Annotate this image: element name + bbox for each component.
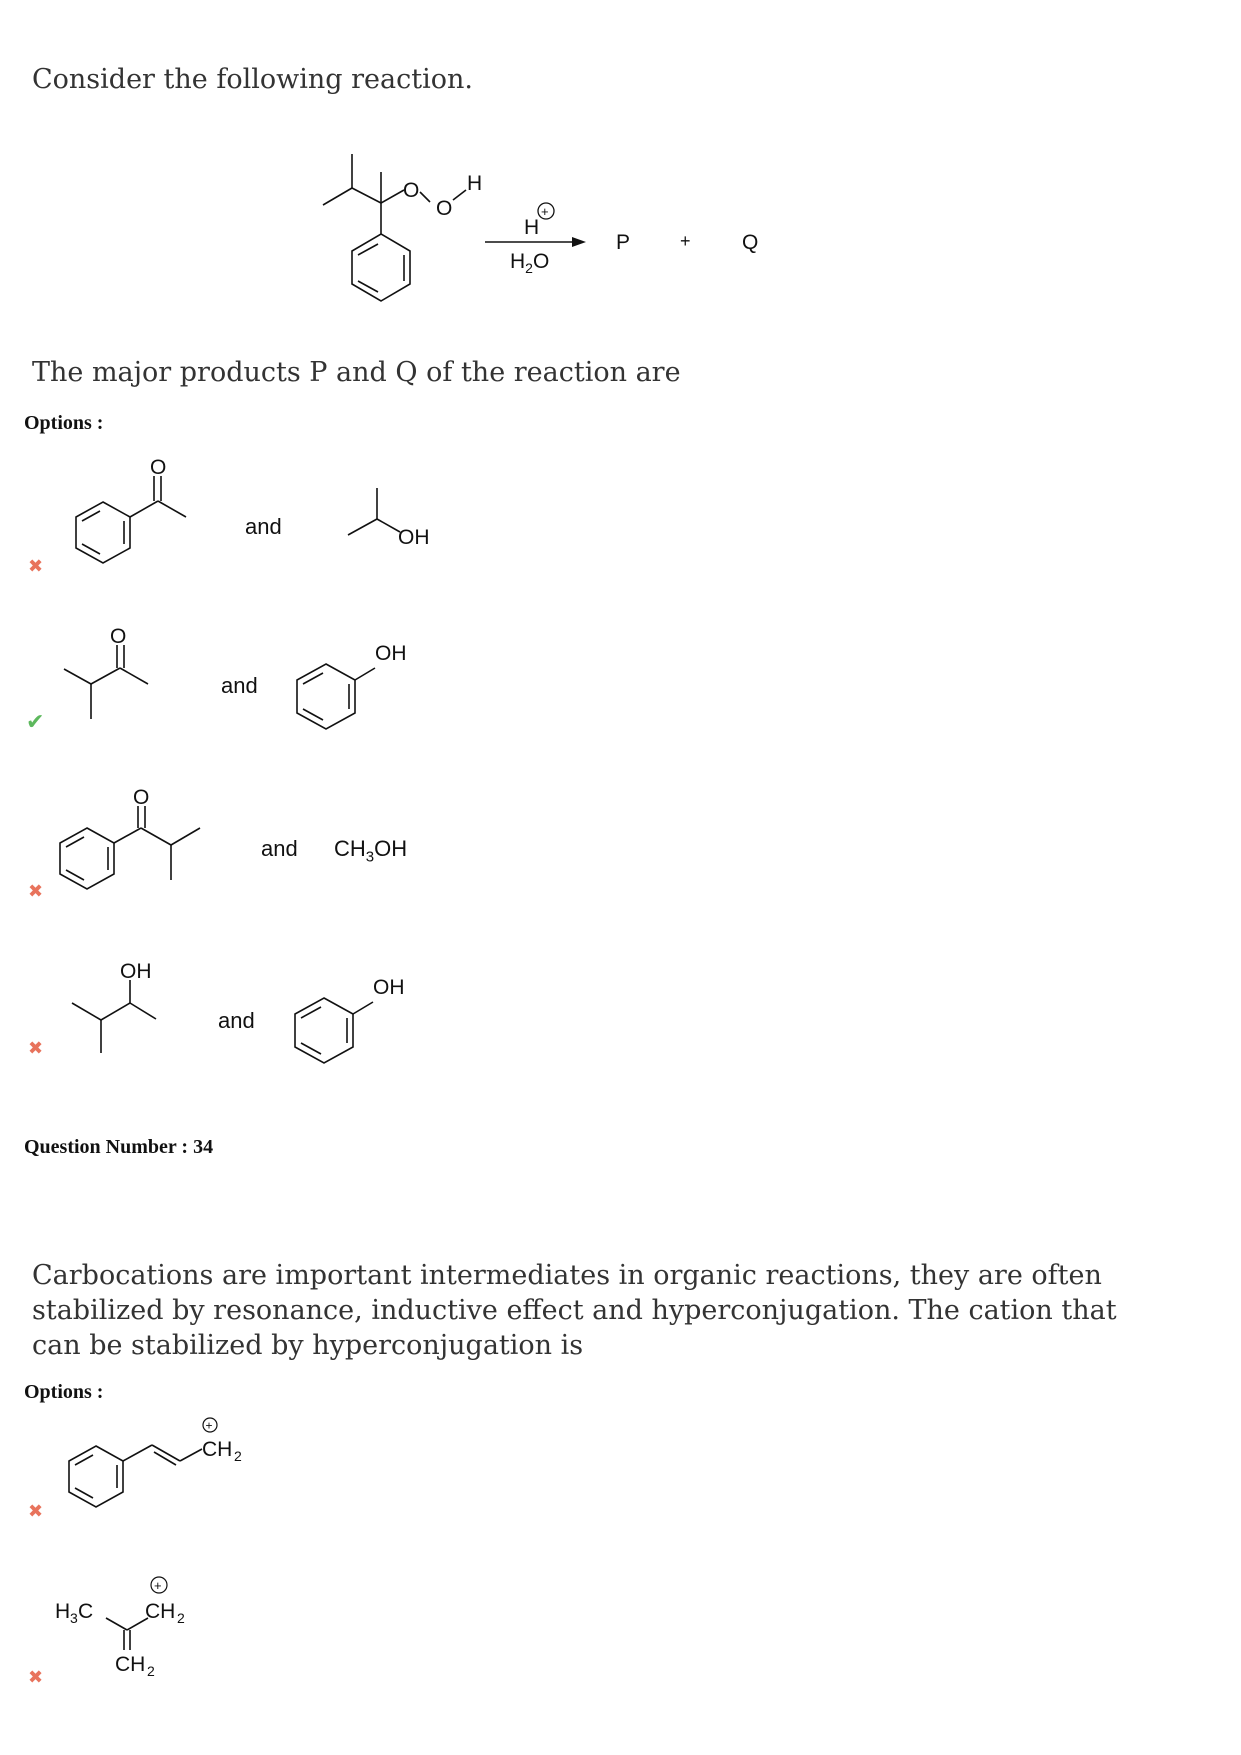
svg-text:CH: CH (202, 1438, 233, 1461)
svg-text:+: + (154, 1578, 162, 1593)
svg-text:H: H (55, 1600, 71, 1623)
svg-text:+: + (205, 1418, 213, 1433)
svg-text:3: 3 (70, 1610, 78, 1626)
option3-methanol: $CH_3OH$ (334, 836, 408, 866)
product-p: P (616, 231, 631, 254)
option4-and: and (218, 1008, 255, 1033)
reagent-acid: H (524, 216, 540, 239)
options-label: Options : (24, 1381, 104, 1403)
svg-text:OH: OH (373, 976, 405, 999)
svg-text:O: O (403, 179, 420, 202)
option2-and: and (221, 673, 258, 698)
product-q: Q (742, 231, 759, 254)
question-line: stabilized by resonance, inductive effect and hyperconjugation. The cation that (32, 1295, 1117, 1326)
svg-text:H: H (467, 172, 483, 195)
svg-text:+: + (541, 204, 549, 219)
question-text: The major products P and Q of the reaction are (32, 357, 681, 388)
question-line: Carbocations are important intermediates in organic reactions, they are often (32, 1260, 1102, 1291)
svg-text:2: 2 (177, 1610, 185, 1626)
svg-text:O: O (150, 456, 167, 479)
correct-mark-icon: ✔ (26, 710, 45, 735)
svg-text:O: O (133, 786, 150, 809)
question-line: can be stabilized by hyperconjugation is (32, 1330, 584, 1361)
svg-text:OH: OH (398, 526, 430, 549)
question-number: Question Number : 34 (24, 1136, 214, 1158)
incorrect-mark-icon: ✖ (28, 556, 44, 577)
svg-text:C: C (78, 1600, 94, 1623)
svg-text:CH: CH (115, 1653, 146, 1676)
incorrect-mark-icon: ✖ (28, 881, 44, 902)
svg-text:OH: OH (120, 960, 152, 983)
question-intro: Consider the following reaction. (32, 64, 473, 95)
svg-text:2: 2 (147, 1663, 155, 1679)
incorrect-mark-icon: ✖ (28, 1501, 44, 1522)
reagent-water: $H_2O$ (510, 250, 550, 277)
svg-text:O: O (436, 197, 453, 220)
svg-text:CH: CH (145, 1600, 176, 1623)
incorrect-mark-icon: ✖ (28, 1038, 44, 1059)
option3-and: and (261, 836, 298, 861)
svg-text:O: O (110, 625, 127, 648)
svg-text:2: 2 (234, 1448, 242, 1464)
options-label: Options : (24, 412, 104, 434)
incorrect-mark-icon: ✖ (28, 1667, 44, 1688)
plus-sign: + (680, 231, 691, 251)
option1-and: and (245, 514, 282, 539)
svg-text:OH: OH (375, 642, 407, 665)
